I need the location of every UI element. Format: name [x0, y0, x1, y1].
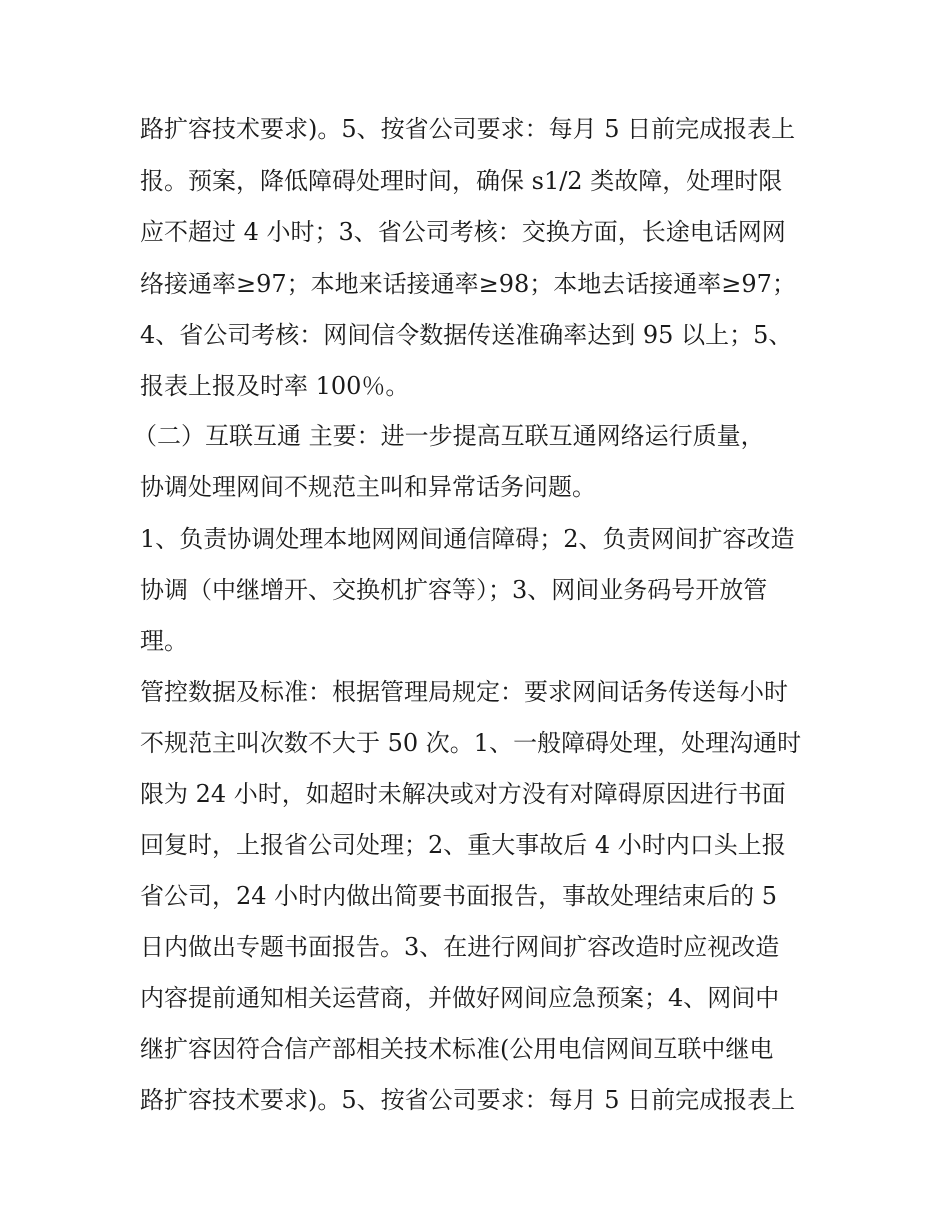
text-line: 协调处理网间不规范主叫和异常话务问题。	[140, 473, 596, 501]
text-line: 理。	[140, 627, 188, 655]
text-line: 应不超过 4 小时；3、省公司考核：交换方面，长途电话网网	[140, 218, 786, 246]
text-line: 不规范主叫次数不大于 50 次。1、一般障碍处理，处理沟通时	[140, 729, 802, 757]
text-line: 路扩容技术要求)。5、按省公司要求：每月 5 日前完成报表上	[140, 1086, 796, 1114]
text-line: 省公司，24 小时内做出简要书面报告，事故处理结束后的 5	[140, 882, 778, 910]
text-line: 络接通率≥97；本地来话接通率≥98；本地去话接通率≥97；	[140, 270, 796, 298]
text-line: 管控数据及标准：根据管理局规定：要求网间话务传送每小时	[140, 678, 788, 706]
text-line: 4、省公司考核：网间信令数据传送准确率达到 95 以上；5、	[140, 321, 793, 349]
text-line: 协调（中继增开、交换机扩容等）；3、网间业务码号开放管	[140, 576, 768, 604]
text-line: 报表上报及时率 100％。	[140, 372, 410, 400]
text-line: 报。预案，降低障碍处理时间，确保 s1/2 类故障，处理时限	[140, 167, 783, 195]
text-line: 继扩容因符合信产部相关技术标准(公用电信网间互联中继电	[140, 1035, 774, 1063]
text-line: 路扩容技术要求)。5、按省公司要求：每月 5 日前完成报表上	[140, 115, 796, 143]
text-line: 回复时，上报省公司处理；2、重大事故后 4 小时内口头上报	[140, 831, 786, 859]
section-heading: （二）互联互通 主要：进一步提高互联互通网络运行质量，	[133, 422, 765, 450]
text-line: 限为 24 小时，如超时未解决或对方没有对障碍原因进行书面	[140, 780, 786, 808]
text-line: 内容提前通知相关运营商，并做好网间应急预案；4、网间中	[140, 984, 780, 1012]
text-line: 1、负责协调处理本地网网间通信障碍；2、负责网间扩容改造	[140, 525, 795, 553]
text-line: 日内做出专题书面报告。3、在进行网间扩容改造时应视改造	[140, 933, 780, 961]
